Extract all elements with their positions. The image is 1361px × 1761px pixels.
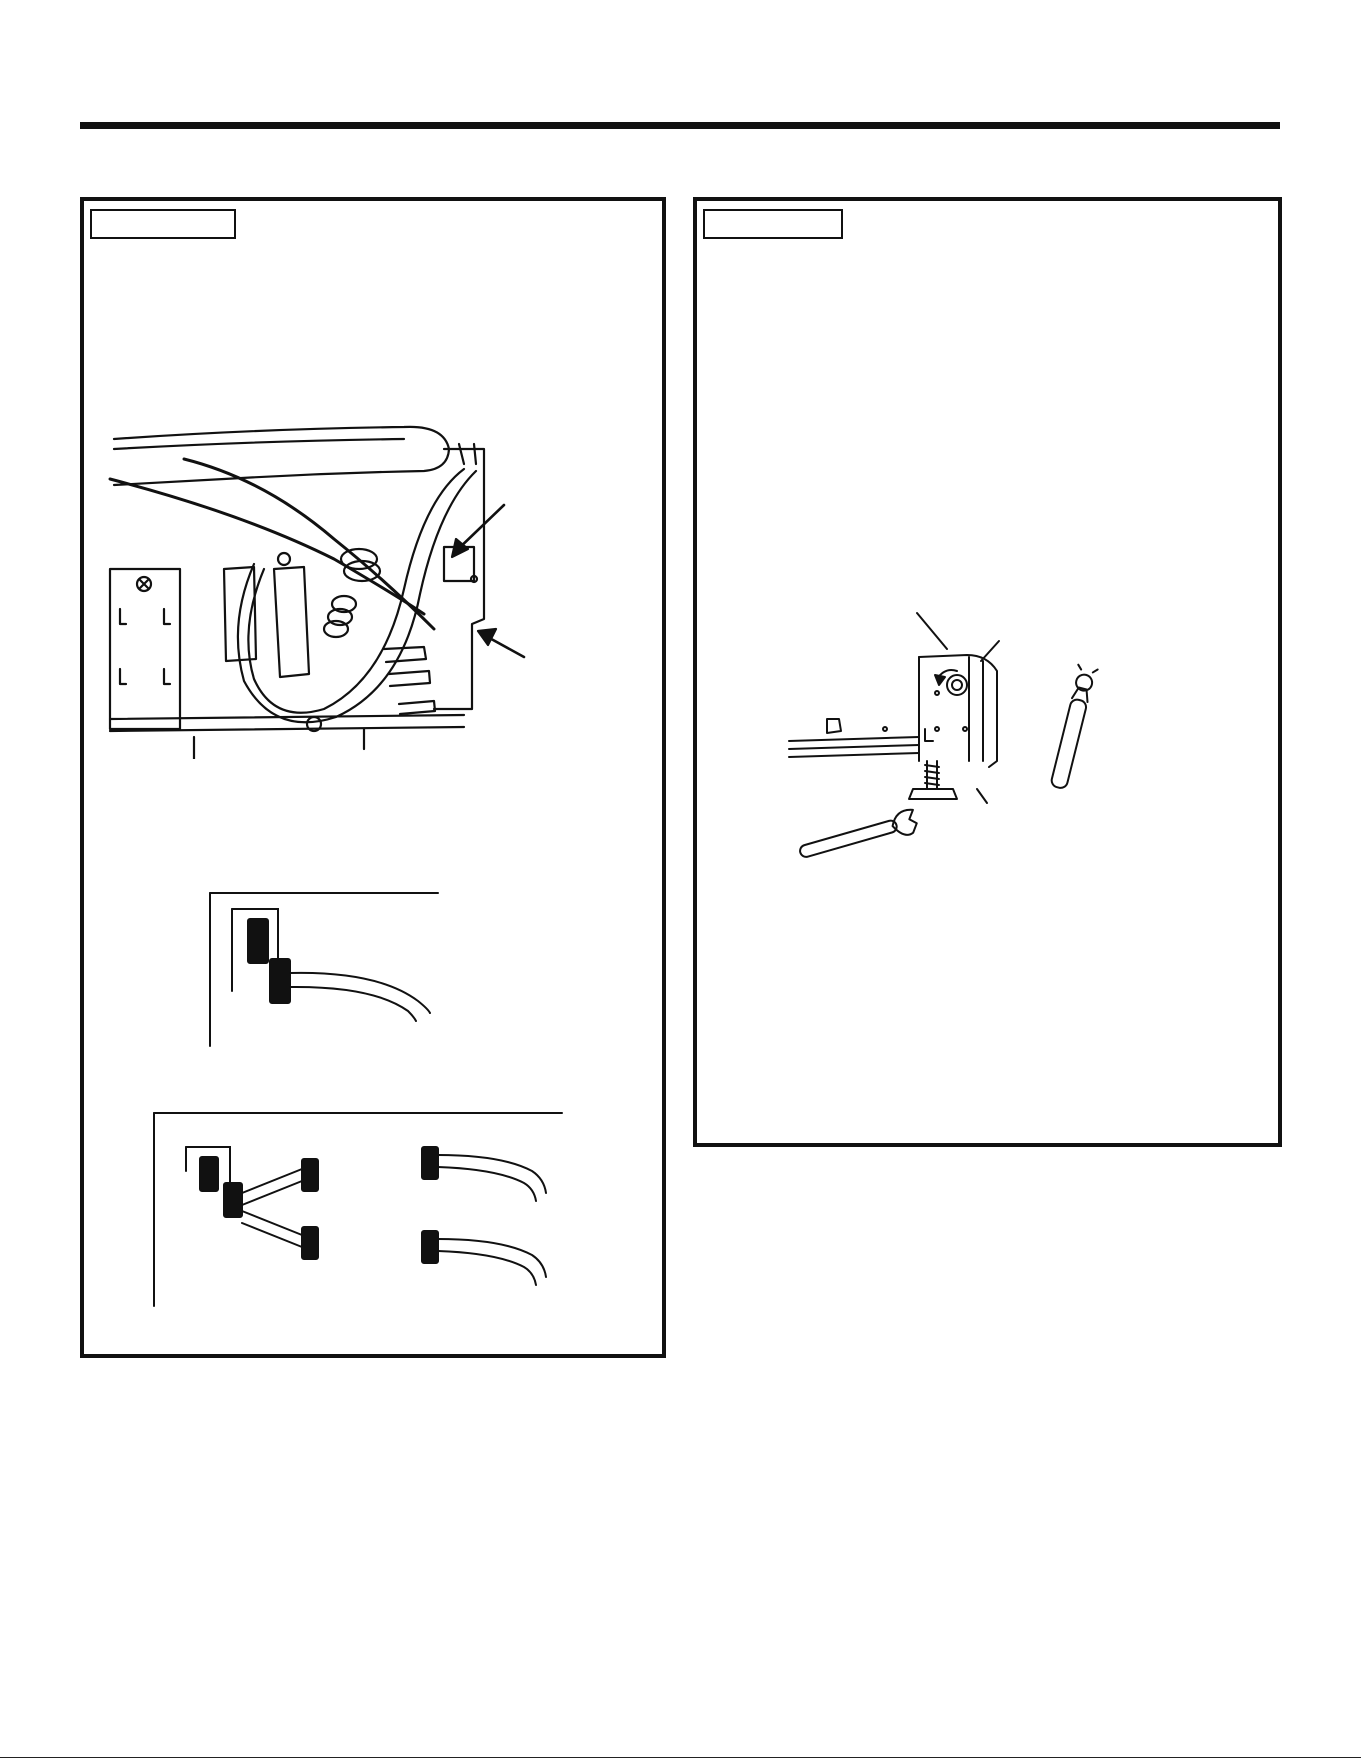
y-connector-detail [152,1111,572,1311]
wiring-harness-illustration [104,419,574,759]
step-panel-left [80,197,666,1358]
header-rule [80,122,1280,129]
step-label-box [90,209,236,239]
connector-detail [208,891,448,1051]
footer-rule [0,1757,1361,1758]
step-panel-right [693,197,1282,1147]
step-label-box [703,209,843,239]
leveling-leg-illustration [787,611,1157,921]
